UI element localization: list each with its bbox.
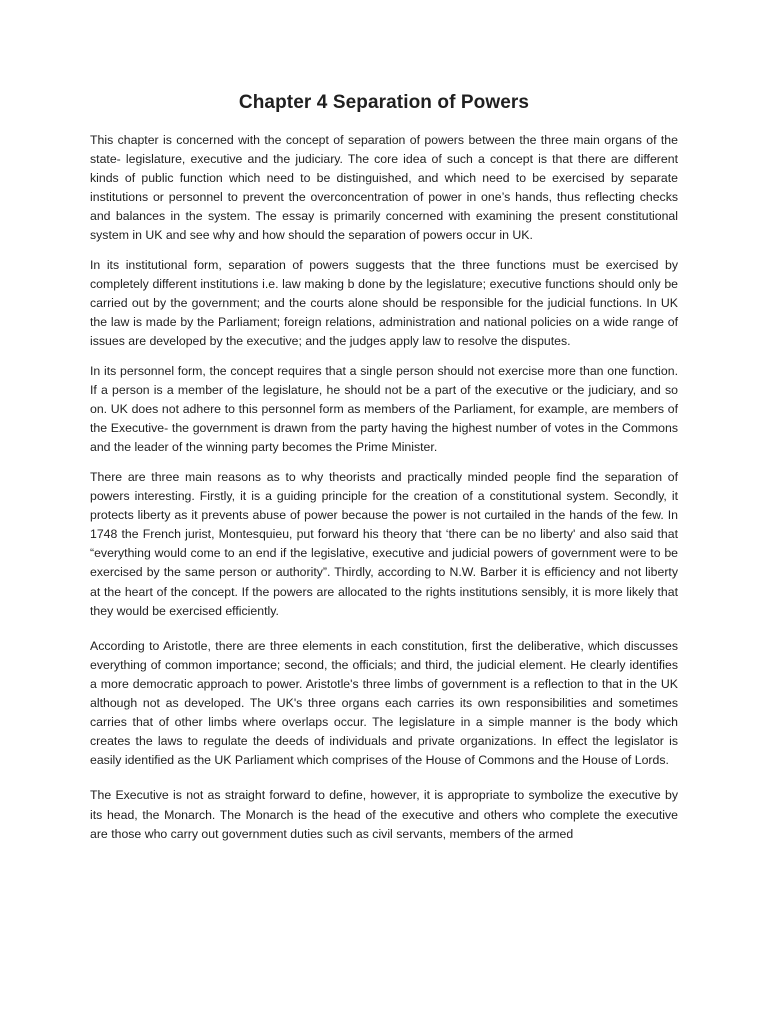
paragraph-institutional-form: In its institutional form, separation of powers suggests that the three functions must be exercised by completely different institutions i.e. law making b done by the legislature; executive functions should only be carried out by the government; and the courts alone should be responsible for the judicial functions. In UK the law is made by the Parliament; foreign relations, administration and national policies on a wide range of issues are developed by the executive; and the judges apply law to resolve the disputes. [90, 258, 678, 349]
page-title: Chapter 4 Separation of Powers [238, 92, 530, 113]
document-body [90, 131, 678, 854]
paragraph-three-reasons: There are three main reasons as to why theorists and practically minded people find the separation of powers interesting. Firstly, it is a guiding principle for the creation of a constitutional system. Secondly, it protects liberty as it prevents abuse of power because the power is not curtailed in the hands of the few. In 1748 the French jurist, Montesquieu, put forward his theory that ‘there can be no liberty' and also said that “everything would come to an end if the legislative, executive and judicial powers of government were to be exercised by the same person or authority”. Thirdly, according to N.W. Barber it is efficiency and not liberty at the heart of the concept. If the powers are allocated to the rights institutions sensibly, it is more likely that they would be exercised efficiently. [90, 470, 678, 618]
paragraph-executive: The Executive is not as straight forward to define, however, it is appropriate to symbolize the executive by its head, the Monarch. The Monarch is the head of the executive and others who complete the executive are those who carry out government duties such as civil servants, members of the armed [90, 788, 678, 841]
paragraph-aristotle: According to Aristotle, there are three elements in each constitution, first the deliberative, which discusses everything of common importance; second, the officials; and third, the judicial element. He clearly identifies a more democratic approach to power. Aristotle's three limbs of government is a reflection to that in the UK although not as developed. The UK's three organs each carries its own responsibilities and sometimes carries that of other limbs where overlaps occur. The legislature in a simple manner is the body which creates the laws to regulate the deeds of individuals and private organizations. In effect the legislator is easily identified as the UK Parliament which comprises of the House of Commons and the House of Lords. [90, 638, 678, 768]
paragraph-introduction: This chapter is concerned with the concept of separation of powers between the three main organs of the state- legislature, executive and the judiciary. The core idea of such a concept is that there are different kinds of public function which need to be distinguished, and which need to be exercised by separate institutions or personnel to prevent the overconcentration of power in one’s hands, thus reflecting checks and balances in the system. The essay is primarily concerned with examining the present constitutional system in UK and see why and how should the separation of powers occur in UK. [90, 133, 678, 243]
paragraph-personnel-form: In its personnel form, the concept requires that a single person should not exercise more than one function. If a person is a member of the legislature, he should not be a part of the executive or the judiciary, and so on. UK does not adhere to this personnel form as members of the Parliament, for example, are members of the Executive- the government is drawn from the party having the highest number of votes in the Commons and the leader of the winning party becomes the Prime Minister. [90, 364, 678, 455]
